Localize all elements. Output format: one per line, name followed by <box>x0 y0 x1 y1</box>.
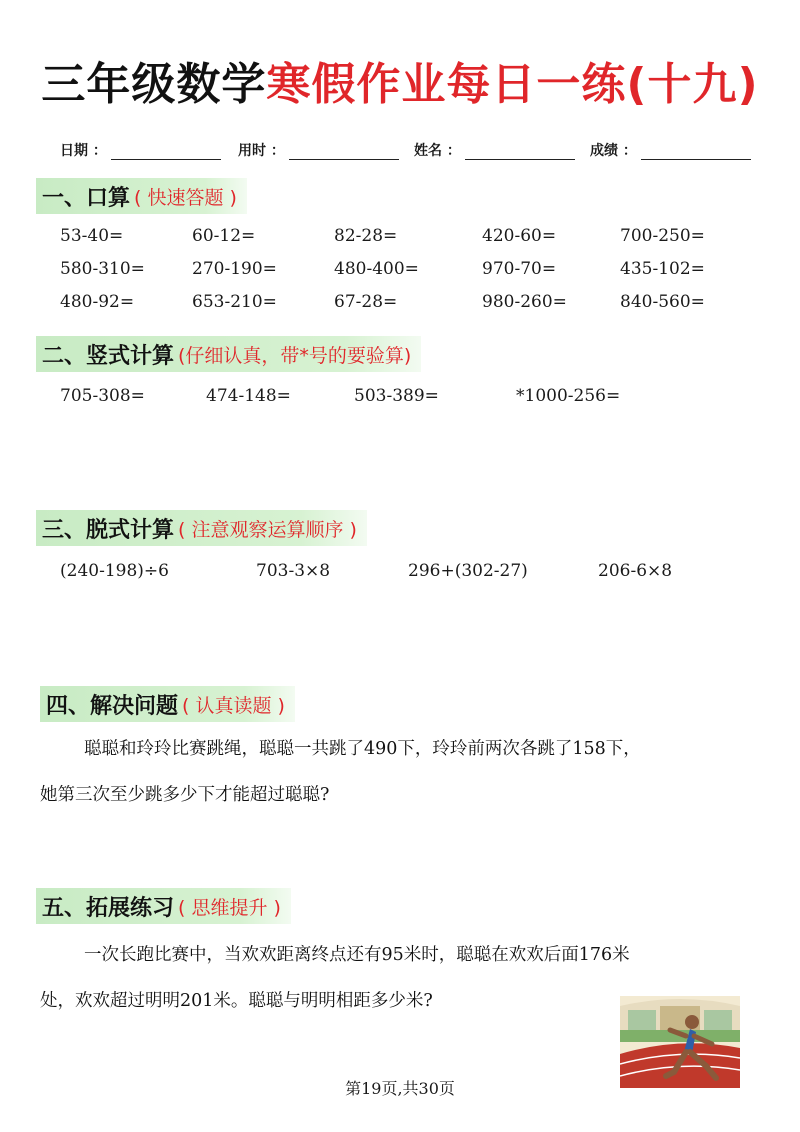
section-title: 三、脱式计算 <box>42 517 175 543</box>
problem5-line2: 处，欢欢超过明明201米。聪聪与明明相距多少米? <box>40 991 433 1011</box>
section-title: 五、拓展练习 <box>42 895 175 921</box>
section-oral-header <box>36 178 247 214</box>
vertical-problem: 705-308= <box>60 386 145 406</box>
section-vertical-header <box>36 336 421 372</box>
oral-problem: 270-190= <box>192 259 277 279</box>
name-label: 姓名 ： <box>414 143 461 159</box>
section-extension-header <box>36 888 291 924</box>
score-field[interactable] <box>590 140 751 160</box>
problem4-line2: 她第三次至少跳多少下才能超过聪聪? <box>40 785 330 805</box>
date-field[interactable] <box>60 140 221 160</box>
section-title: 二、竖式计算 <box>42 343 175 369</box>
problem4-line1: 聪聪和玲玲比赛跳绳，聪聪一共跳了490下，玲玲前两次各跳了158下， <box>84 739 641 759</box>
section-subtitle: ( 注意观察运算顺序 ) <box>178 518 357 541</box>
problem4-text <box>40 726 780 818</box>
section-subtitle: ( 快速答题 ) <box>134 186 237 209</box>
problem5-line1: 一次长跑比赛中，当欢欢距离终点还有95米时，聪聪在欢欢后面176米 <box>84 945 630 965</box>
oral-problem: 480-92= <box>60 292 135 312</box>
title-prefix: 三年级数学 <box>41 59 267 110</box>
name-field[interactable] <box>414 140 575 160</box>
info-row <box>60 140 760 164</box>
score-blank <box>641 145 751 160</box>
date-label: 日期 ： <box>60 143 107 159</box>
stepwise-problem: (240-198)÷6 <box>60 561 169 581</box>
oral-problem: 420-60= <box>482 226 557 246</box>
section-problem-solving-header <box>40 686 295 722</box>
section-subtitle: (仔细认真，带*号的要验算) <box>178 344 412 367</box>
section-stepwise-header <box>36 510 367 546</box>
stepwise-problem: 703-3×8 <box>256 561 331 581</box>
page-number: 第19页,共30页 <box>345 1079 455 1098</box>
date-blank <box>111 145 221 160</box>
oral-problem: 480-400= <box>334 259 419 279</box>
oral-problem: 700-250= <box>620 226 705 246</box>
vertical-problem: *1000-256= <box>516 386 621 406</box>
section-title: 四、解决问题 <box>46 693 179 719</box>
oral-problem: 435-102= <box>620 259 705 279</box>
section-title: 一、口算 <box>42 185 131 211</box>
oral-problem: 970-70= <box>482 259 557 279</box>
section-subtitle: ( 思维提升 ) <box>178 896 281 919</box>
oral-problem: 840-560= <box>620 292 705 312</box>
athlete-icon <box>620 996 740 1088</box>
stepwise-problem: 206-6×8 <box>598 561 673 581</box>
oral-problem: 980-260= <box>482 292 567 312</box>
page-title <box>0 48 800 112</box>
section-subtitle: ( 认真读题 ) <box>182 694 285 717</box>
stepwise-problem: 296+(302-27) <box>408 561 528 581</box>
vertical-problem: 503-389= <box>354 386 439 406</box>
oral-problem: 653-210= <box>192 292 277 312</box>
name-blank <box>465 145 575 160</box>
score-label: 成绩 ： <box>590 143 637 159</box>
oral-problem: 53-40= <box>60 226 124 246</box>
oral-problem: 580-310= <box>60 259 145 279</box>
time-field[interactable] <box>238 140 399 160</box>
running-athlete-illustration <box>620 996 740 1088</box>
title-suffix: 寒假作业每日一练(十九) <box>266 59 759 110</box>
vertical-problem: 474-148= <box>206 386 291 406</box>
oral-problem: 60-12= <box>192 226 256 246</box>
oral-problem: 67-28= <box>334 292 398 312</box>
time-label: 用时 ： <box>238 143 285 159</box>
time-blank <box>289 145 399 160</box>
oral-problem: 82-28= <box>334 226 398 246</box>
